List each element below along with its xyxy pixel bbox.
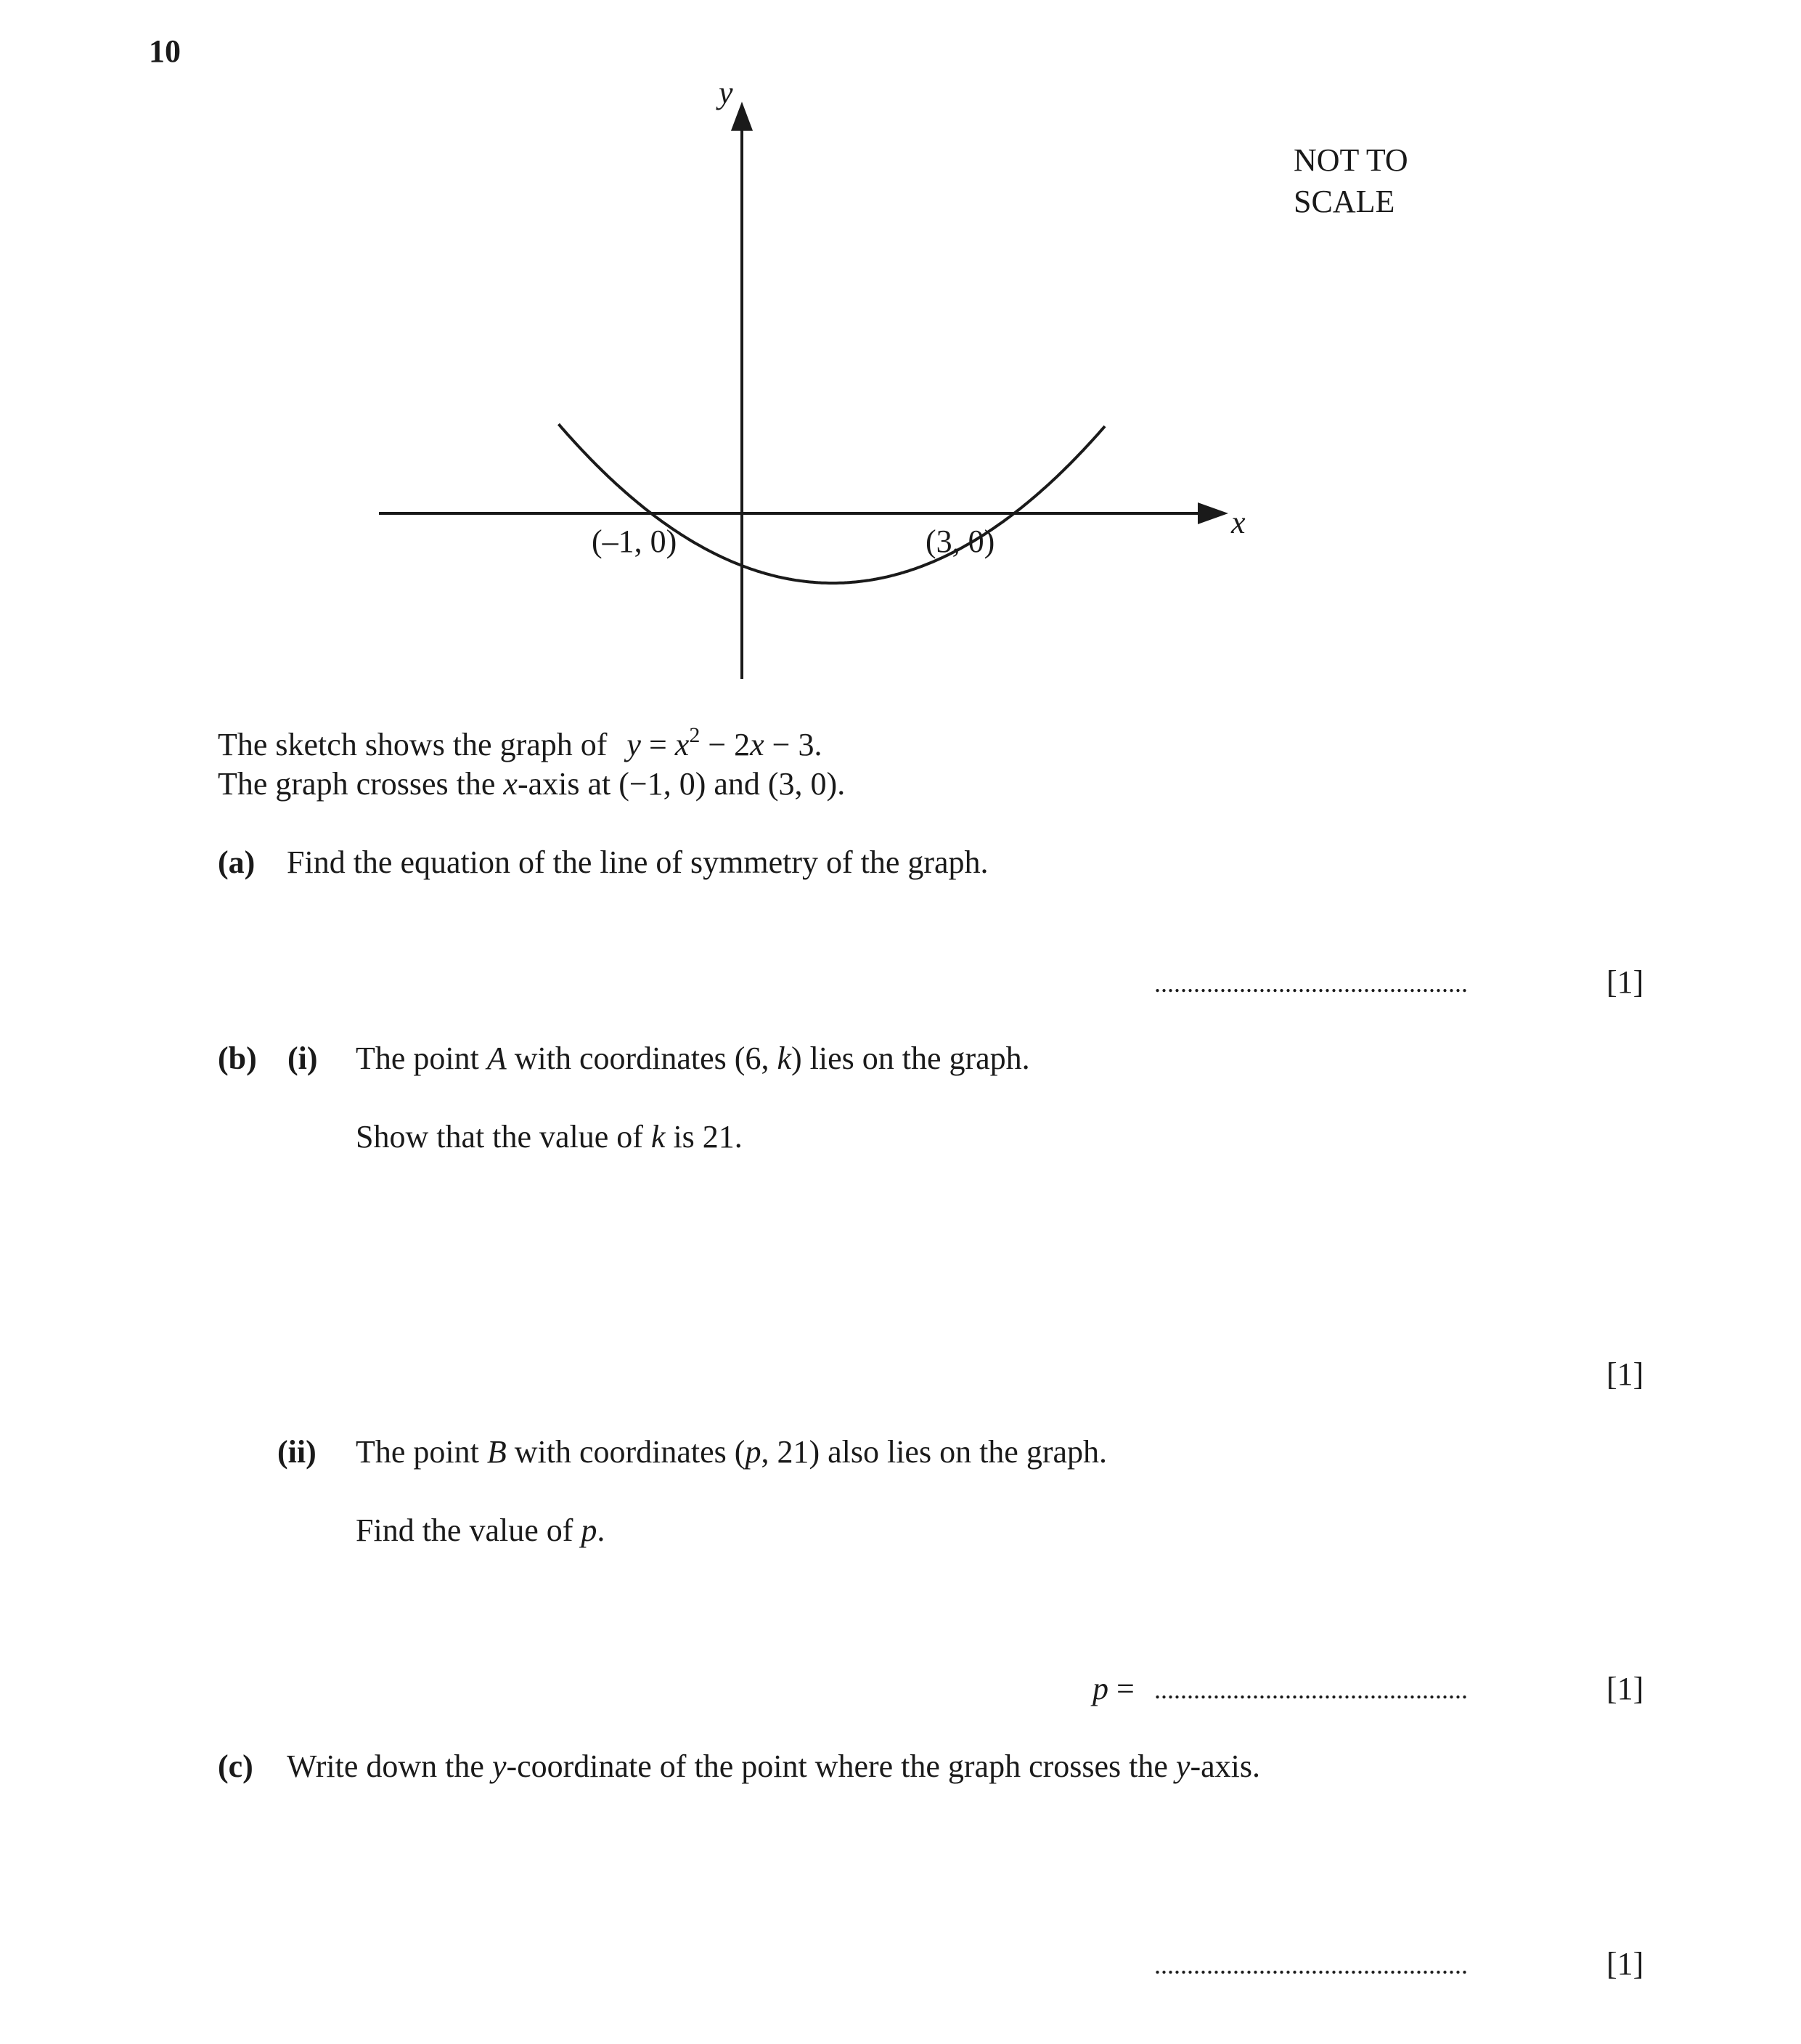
part-b-i-show-prefix: Show that the value of [356, 1119, 651, 1155]
eq-exponent: 2 [689, 723, 701, 747]
not-to-scale-note [1294, 139, 1408, 222]
part-b-ii-find-prefix: Find the value of [356, 1512, 581, 1548]
part-c-answer-line[interactable]: ................................................ [1154, 1950, 1468, 1979]
part-a-marks: [1] [1606, 964, 1644, 1000]
not-to-scale-line2: SCALE [1294, 184, 1395, 219]
question-number: 10 [149, 33, 181, 69]
part-b-ii-label: (ii) [277, 1434, 316, 1470]
part-a-text: Find the equation of the line of symmetry of the graph. [287, 844, 989, 880]
eq-mid: − 2 [700, 727, 751, 762]
part-a-answer-line[interactable]: ................................................ [1154, 969, 1468, 998]
intro-line2-prefix: The graph crosses the [218, 766, 504, 802]
part-b-ii-find [356, 1512, 605, 1549]
part-b-i-marks: [1] [1606, 1356, 1644, 1392]
part-b-ii-p: p [745, 1434, 761, 1470]
y-axis-arrow-icon [731, 102, 753, 131]
part-b-ii-answer-p: p [1093, 1671, 1108, 1706]
part-b-i-show-k: k [650, 1119, 666, 1155]
part-b-i-suffix: ) lies on the graph. [791, 1041, 1030, 1076]
part-b-i-A: A [486, 1041, 507, 1076]
part-b-ii-answer-eq: = [1108, 1671, 1135, 1706]
part-b-ii-find-suffix: . [597, 1512, 605, 1548]
part-c-y1: y [491, 1748, 507, 1784]
part-b-ii-B: B [486, 1434, 507, 1470]
intro-line2-suffix: -axis at (−1, 0) and (3, 0). [517, 766, 846, 802]
intro-line-1 [218, 723, 822, 763]
part-b-ii-answer-line[interactable]: ................................................ [1154, 1675, 1468, 1704]
part-c-marks: [1] [1606, 1946, 1644, 1982]
part-c-y2: y [1175, 1748, 1191, 1784]
parabola-sketch [0, 0, 1801, 697]
eq-y: y [626, 727, 641, 762]
part-b-ii-find-p: p [581, 1512, 597, 1548]
part-b-i-k: k [777, 1041, 791, 1076]
part-b-ii-prefix: The point [356, 1434, 487, 1470]
x-axis-label: x [1231, 505, 1246, 540]
part-c-mid: -coordinate of the point where the graph crosses the [506, 1748, 1176, 1784]
intro-line1-prefix: The sketch shows the graph of [218, 727, 608, 762]
point-right-label: (3, 0) [926, 524, 995, 559]
part-b-ii-marks: [1] [1606, 1671, 1644, 1706]
y-axis-label: y [719, 75, 733, 110]
parabola-curve [559, 424, 1106, 583]
part-b-ii-suffix: , 21) also lies on the graph. [761, 1434, 1108, 1470]
part-b-label: (b) [218, 1041, 257, 1076]
part-c-text [287, 1748, 1260, 1785]
part-b-i-label: (i) [287, 1041, 318, 1076]
not-to-scale-line1: NOT TO [1294, 142, 1408, 178]
part-b-i-prefix: The point [356, 1041, 487, 1076]
part-b-ii-text [356, 1433, 1107, 1470]
eq-x: x [674, 727, 690, 762]
part-c-prefix: Write down the [287, 1748, 492, 1784]
part-b-ii-mid: with coordinates ( [506, 1434, 746, 1470]
eq-x2: x [750, 727, 764, 762]
part-b-i-show-suffix: is 21. [665, 1119, 743, 1155]
intro-line-2 [218, 765, 845, 802]
part-b-i-show [356, 1118, 743, 1155]
eq-end: − 3. [764, 727, 822, 762]
part-a-label: (a) [218, 844, 256, 880]
part-c-label: (c) [218, 1748, 253, 1784]
part-c-suffix: -axis. [1190, 1748, 1260, 1784]
x-axis-arrow-icon [1198, 502, 1228, 524]
intro-line2-x: x [503, 766, 518, 802]
eq-equals: = [640, 727, 675, 762]
part-b-i-mid: with coordinates (6, [506, 1041, 777, 1076]
point-left-label: (–1, 0) [592, 524, 677, 559]
part-b-i-text [356, 1040, 1030, 1077]
part-b-ii-answer-label [1093, 1670, 1135, 1707]
